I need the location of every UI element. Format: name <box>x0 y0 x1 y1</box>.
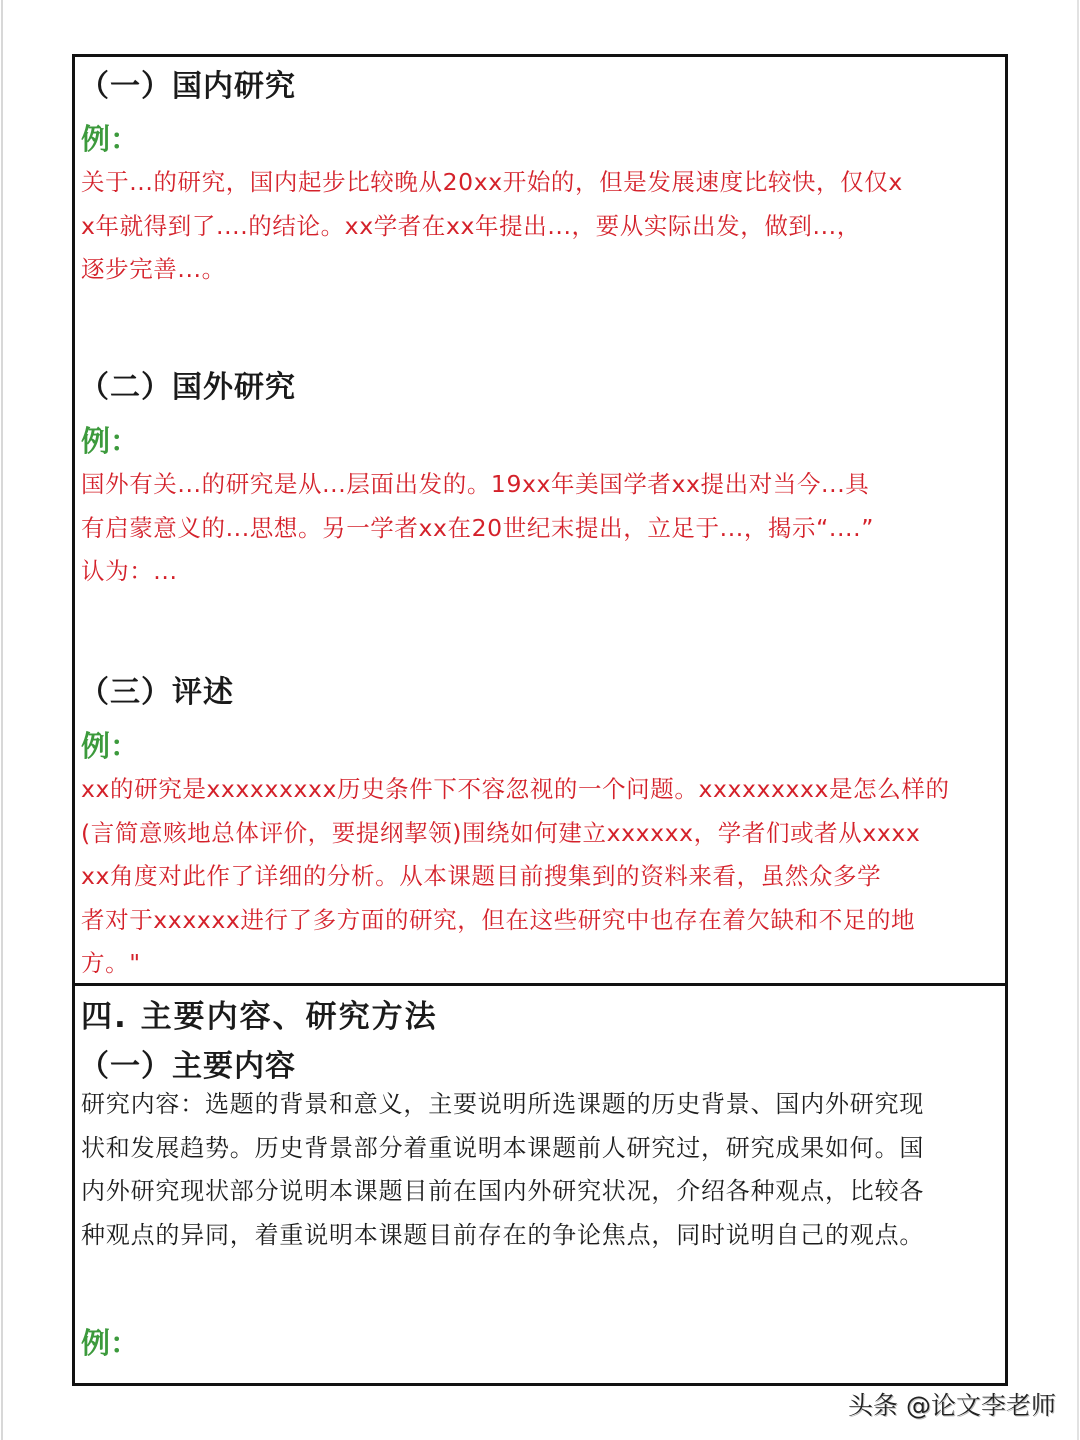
review-heading: （三）评述 <box>79 675 234 710</box>
literature-review-cell <box>75 57 1005 986</box>
foreign-example-label: 例： <box>81 424 140 458</box>
domestic-example-label: 例： <box>81 122 140 156</box>
text-line: xx的研究是xxxxxxxxx历史条件下不容忽视的一个问题。xxxxxxxxx是怎么样的 <box>81 775 950 803</box>
text-line: x年就得到了....的结论。xx学者在xx年提出...，要从实际出发，做到...， <box>81 211 861 240</box>
text-line: 方。" <box>81 949 141 977</box>
text-line: (言简意赅地总体评价，要提纲挈领)围绕如何建立xxxxxx，学者们或者从xxxx <box>81 818 921 847</box>
domestic-research-heading: （一）国内研究 <box>79 69 296 104</box>
review-example-label: 例： <box>81 729 140 763</box>
main-content-description <box>81 1083 1005 1257</box>
review-example-text <box>81 768 1005 986</box>
main-content-subheading: （一）主要内容 <box>79 1049 296 1084</box>
text-line: 内外研究现状部分说明本课题目前在国内外研究状况，介绍各种观点，比较各 <box>81 1177 925 1205</box>
main-content-cell <box>75 986 1005 1383</box>
domestic-example-text <box>81 161 1005 292</box>
text-line: 研究内容：选题的背景和意义，主要说明所选课题的历史背景、国内外研究现 <box>81 1090 925 1118</box>
foreign-research-heading: （二）国外研究 <box>79 370 296 405</box>
text-line: 状和发展趋势。历史背景部分着重说明本课题前人研究过，研究成果如何。国 <box>81 1133 925 1162</box>
text-line: 种观点的异同，着重说明本课题目前存在的争论焦点，同时说明自己的观点。 <box>81 1220 925 1249</box>
text-line: xx角度对此作了详细的分析。从本课题目前搜集到的资料来看，虽然众多学 <box>81 862 882 890</box>
text-line: 国外有关...的研究是从...层面出发的。19xx年美国学者xx提出对当今...具 <box>81 470 870 498</box>
page-edge-right <box>1077 0 1079 1440</box>
page-edge-left <box>1 0 3 1440</box>
foreign-example-text <box>81 463 1005 594</box>
text-line: 有启蒙意义的...思想。另一学者xx在20世纪末提出，立足于...，揭示“....” <box>81 513 874 542</box>
text-line: 关于...的研究，国内起步比较晚从20xx开始的，但是发展速度比较快，仅仅x <box>81 168 903 196</box>
main-content-example-label: 例： <box>81 1326 140 1360</box>
document-table <box>72 54 1008 1386</box>
text-line: 认为：... <box>81 557 178 585</box>
text-line: 逐步完善...。 <box>81 255 226 283</box>
main-content-methods-heading: 四. 主要内容、研究方法 <box>81 999 438 1035</box>
text-line: 者对于xxxxxx进行了多方面的研究，但在这些研究中也存在着欠缺和不足的地 <box>81 905 916 934</box>
watermark: 头条 @论文李老师 <box>848 1391 1056 1420</box>
